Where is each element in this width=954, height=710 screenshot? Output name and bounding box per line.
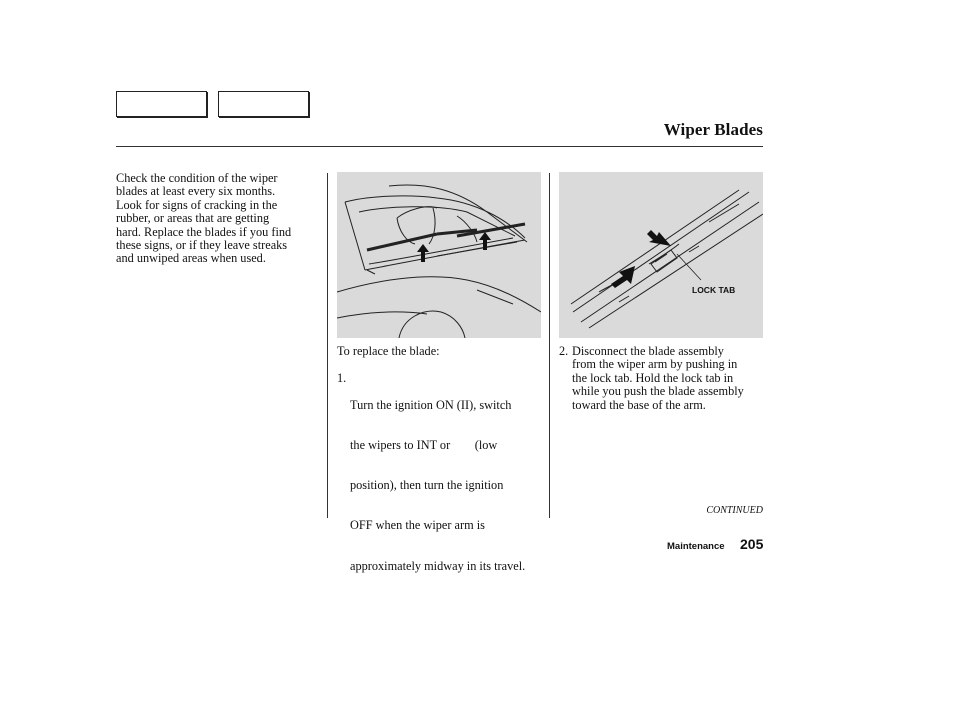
text-line: Look for signs of cracking in the bbox=[116, 197, 278, 212]
page-number: 205 bbox=[740, 536, 764, 552]
title-rule bbox=[116, 146, 763, 147]
step-number: 2. bbox=[559, 344, 569, 358]
column-divider-2 bbox=[549, 173, 550, 518]
text-line: while you push the blade assembly bbox=[572, 384, 744, 399]
text-line: from the wiper arm by pushing in bbox=[572, 357, 738, 372]
lock-tab-label: LOCK TAB bbox=[692, 285, 736, 295]
step-number: 1. bbox=[337, 371, 347, 385]
text-line: Check the condition of the wiper bbox=[116, 171, 278, 185]
text-line: the wipers to INT or (low bbox=[350, 438, 498, 453]
text-line: rubber, or areas that are getting bbox=[116, 211, 270, 226]
left-column-text bbox=[116, 172, 291, 266]
nav-button-2[interactable] bbox=[218, 91, 309, 117]
text-line: position), then turn the ignition bbox=[350, 478, 504, 493]
step-1-text bbox=[350, 372, 525, 600]
text-line: and unwiped areas when used. bbox=[116, 251, 266, 266]
step-1 bbox=[337, 371, 547, 573]
text-line: the lock tab. Hold the lock tab in bbox=[572, 370, 734, 385]
text-line: OFF when the wiper arm is bbox=[350, 518, 485, 533]
windshield-wiper-figure bbox=[337, 172, 541, 338]
continued-label: CONTINUED bbox=[706, 505, 763, 516]
page-title: Wiper Blades bbox=[663, 120, 763, 139]
section-name: Maintenance bbox=[667, 541, 725, 552]
text-line: Turn the ignition ON (II), switch bbox=[350, 397, 512, 412]
text-line: toward the base of the arm. bbox=[572, 397, 706, 412]
text-line: blades at least every six months. bbox=[116, 184, 276, 199]
column-divider-1 bbox=[327, 173, 328, 518]
replace-intro: To replace the blade: bbox=[337, 344, 440, 358]
text-line: Disconnect the blade assembly bbox=[572, 344, 724, 358]
nav-button-1[interactable] bbox=[116, 91, 207, 117]
lock-tab-figure bbox=[559, 172, 763, 338]
text-line: hard. Replace the blades if you find bbox=[116, 224, 292, 239]
step-2-text bbox=[572, 345, 744, 412]
step-2 bbox=[559, 345, 763, 415]
text-line: approximately midway in its travel. bbox=[350, 558, 526, 573]
text-line: these signs, or if they leave streaks bbox=[116, 238, 288, 253]
